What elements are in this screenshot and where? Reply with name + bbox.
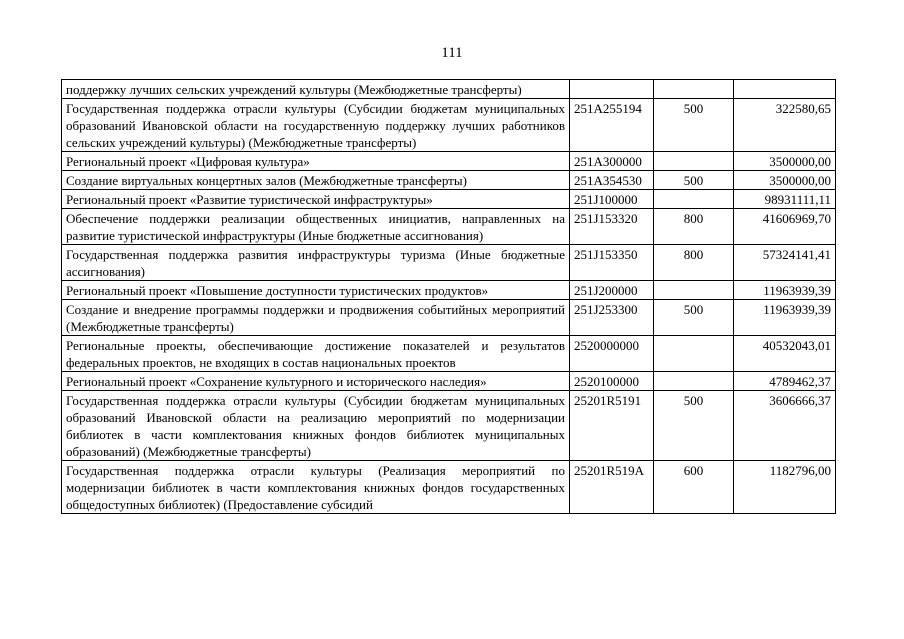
row-code: 251J100000 <box>570 190 654 209</box>
row-expense-type <box>654 372 734 391</box>
row-expense-type: 500 <box>654 171 734 190</box>
row-name: поддержку лучших сельских учреждений культуры (Межбюджетные трансферты) <box>62 80 570 99</box>
row-code: 251J253300 <box>570 300 654 336</box>
row-name: Региональный проект «Развитие туристической инфраструктуры» <box>62 190 570 209</box>
row-expense-type: 500 <box>654 99 734 152</box>
row-sum: 3500000,00 <box>734 171 836 190</box>
row-code: 251J200000 <box>570 281 654 300</box>
row-expense-type <box>654 152 734 171</box>
row-name: Региональные проекты, обеспечивающие достижение показателей и результатов федеральных проектов, не входящих в состав национальных проектов <box>62 336 570 372</box>
row-expense-type: 800 <box>654 209 734 245</box>
row-name: Создание виртуальных концертных залов (Межбюджетные трансферты) <box>62 171 570 190</box>
budget-table-body <box>62 80 836 514</box>
table-row <box>62 171 836 190</box>
row-sum: 98931111,11 <box>734 190 836 209</box>
row-expense-type: 500 <box>654 391 734 461</box>
row-expense-type: 600 <box>654 461 734 514</box>
row-name: Региональный проект «Цифровая культура» <box>62 152 570 171</box>
table-row <box>62 209 836 245</box>
row-expense-type <box>654 336 734 372</box>
table-row <box>62 300 836 336</box>
row-sum: 11963939,39 <box>734 281 836 300</box>
row-code: 25201R519A <box>570 461 654 514</box>
row-sum: 1182796,00 <box>734 461 836 514</box>
table-row <box>62 336 836 372</box>
row-code: 251A300000 <box>570 152 654 171</box>
row-code: 251A255194 <box>570 99 654 152</box>
row-code: 251J153350 <box>570 245 654 281</box>
row-code: 2520100000 <box>570 372 654 391</box>
row-sum: 40532043,01 <box>734 336 836 372</box>
row-expense-type: 800 <box>654 245 734 281</box>
row-name: Государственная поддержка отрасли культуры (Реализация мероприятий по модернизации библиотек в части комплектования книжных фондов государственных общедоступных библиотек) (Предоставление субсидий <box>62 461 570 514</box>
row-name: Государственная поддержка развития инфраструктуры туризма (Иные бюджетные ассигнования) <box>62 245 570 281</box>
table-row <box>62 152 836 171</box>
row-code: 251A354530 <box>570 171 654 190</box>
row-sum: 3606666,37 <box>734 391 836 461</box>
row-expense-type: 500 <box>654 300 734 336</box>
page-number: 111 <box>441 45 463 61</box>
row-sum: 322580,65 <box>734 99 836 152</box>
row-sum: 11963939,39 <box>734 300 836 336</box>
row-name: Государственная поддержка отрасли культуры (Субсидии бюджетам муниципальных образований Ивановской области на реализацию мероприятий по модернизации библиотек в части комплектования книжных фондов библиотек муниципальных образований) (Межбюджетные трансферты) <box>62 391 570 461</box>
table-row <box>62 461 836 514</box>
row-expense-type <box>654 190 734 209</box>
row-sum: 41606969,70 <box>734 209 836 245</box>
row-name: Создание и внедрение программы поддержки и продвижения событийных мероприятий (Межбюджетные трансферты) <box>62 300 570 336</box>
row-sum: 57324141,41 <box>734 245 836 281</box>
table-row <box>62 372 836 391</box>
row-expense-type <box>654 281 734 300</box>
row-sum: 3500000,00 <box>734 152 836 171</box>
row-sum <box>734 80 836 99</box>
row-name: Региональный проект «Сохранение культурного и исторического наследия» <box>62 372 570 391</box>
table-row <box>62 391 836 461</box>
table-row <box>62 80 836 99</box>
row-code: 251J153320 <box>570 209 654 245</box>
row-name: Обеспечение поддержки реализации общественных инициатив, направленных на развитие туристической инфраструктуры (Иные бюджетные ассигнования) <box>62 209 570 245</box>
table-row <box>62 245 836 281</box>
row-name: Государственная поддержка отрасли культуры (Субсидии бюджетам муниципальных образований Ивановской области на государственную поддержку лучших работников сельских учреждений культуры) (Межбюджетные трансферты) <box>62 99 570 152</box>
row-name: Региональный проект «Повышение доступности туристических продуктов» <box>62 281 570 300</box>
table-row <box>62 281 836 300</box>
row-code: 25201R5191 <box>570 391 654 461</box>
table-row <box>62 190 836 209</box>
table-row <box>62 99 836 152</box>
row-sum: 4789462,37 <box>734 372 836 391</box>
row-code <box>570 80 654 99</box>
budget-table <box>61 79 836 514</box>
row-code: 2520000000 <box>570 336 654 372</box>
row-expense-type <box>654 80 734 99</box>
